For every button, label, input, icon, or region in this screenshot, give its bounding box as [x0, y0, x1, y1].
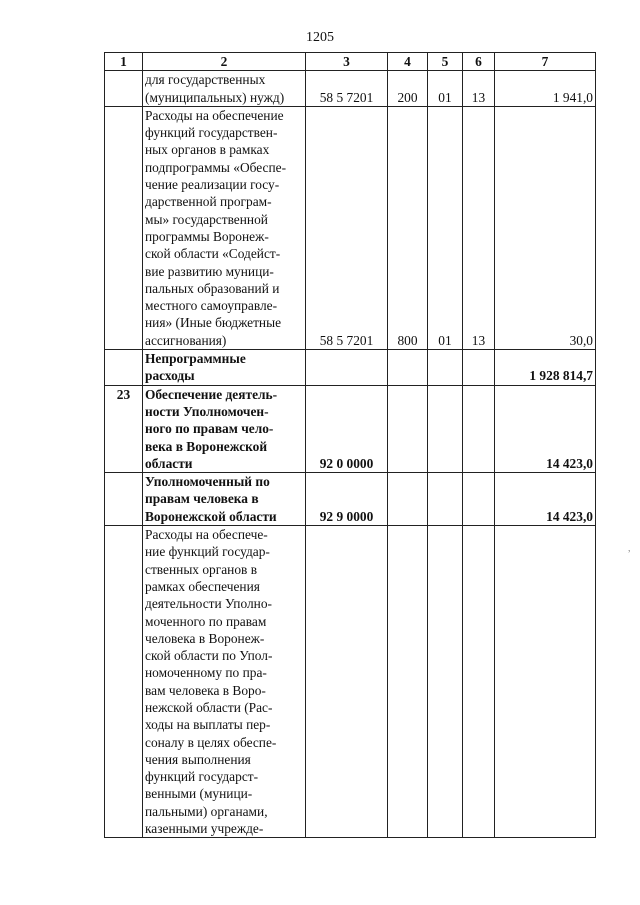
row-col5 [428, 385, 463, 472]
description-line: нежской области (Рас- [145, 699, 273, 715]
row-code: 58 5 7201 [306, 71, 388, 107]
row-col4 [388, 350, 428, 386]
table-row [105, 473, 596, 526]
row-col5: 01 [428, 71, 463, 107]
row-col4: 800 [388, 106, 428, 349]
description-line: венными (муници- [145, 786, 253, 802]
row-number [105, 71, 143, 107]
table-row [105, 71, 596, 107]
description-line: ности Уполномочен- [145, 403, 269, 419]
row-number [105, 526, 143, 838]
row-number: 23 [105, 385, 143, 472]
row-number [105, 473, 143, 526]
row-description [143, 473, 306, 526]
header-col-2: 2 [143, 53, 306, 71]
description-line: ние функций государ- [145, 544, 270, 560]
row-col6 [463, 350, 495, 386]
description-line: пальными) органами, [145, 803, 268, 819]
description-line: Уполномоченный по [145, 474, 270, 490]
description-line: ходы на выплаты пер- [145, 717, 271, 733]
description-line: Непрограммные [145, 351, 246, 367]
header-col-4: 4 [388, 53, 428, 71]
description-line: ния» (Иные бюджетные [145, 315, 282, 331]
header-col-7: 7 [495, 53, 596, 71]
row-col4 [388, 385, 428, 472]
description-line: вам человека в Воро- [145, 682, 266, 698]
description-line: ской области по Упол- [145, 648, 273, 664]
description-line: соналу в целях обеспе- [145, 734, 277, 750]
page-number: 1205 [306, 30, 334, 45]
row-amount: 14 423,0 [495, 385, 596, 472]
row-description [143, 350, 306, 386]
header-col-6: 6 [463, 53, 495, 71]
description-line: ской области «Содейст- [145, 246, 281, 262]
description-line: программы Воронеж- [145, 228, 269, 244]
row-code [306, 350, 388, 386]
description-line: человека в Воронеж- [145, 630, 265, 646]
row-description [143, 71, 306, 107]
row-amount [495, 526, 596, 838]
description-line: ственных органов в [145, 561, 258, 577]
description-line: (муниципальных) нужд) [145, 89, 285, 105]
row-code: 92 9 0000 [306, 473, 388, 526]
row-col4 [388, 473, 428, 526]
description-line: казенными учрежде- [145, 821, 264, 837]
row-amount: 30,0 [495, 106, 596, 349]
row-col6 [463, 473, 495, 526]
description-line: местного самоуправле- [145, 298, 278, 314]
row-col6: 13 [463, 106, 495, 349]
description-line: пальных образований и [145, 280, 280, 296]
description-line: деятельности Уполно- [145, 596, 272, 612]
table-row [105, 350, 596, 386]
description-line: моченного по правам [145, 613, 267, 629]
budget-table [104, 52, 596, 838]
row-col6 [463, 385, 495, 472]
description-line: номоченному по пра- [145, 665, 267, 681]
row-number [105, 106, 143, 349]
row-code [306, 526, 388, 838]
row-col4: 200 [388, 71, 428, 107]
description-line: ного по правам чело- [145, 421, 274, 437]
description-line: области [145, 455, 193, 471]
row-col5 [428, 526, 463, 838]
row-col5 [428, 350, 463, 386]
row-code: 92 0 0000 [306, 385, 388, 472]
description-line: функций государствен- [145, 125, 278, 141]
table-row [105, 106, 596, 349]
description-line: Обеспечение деятель- [145, 386, 278, 402]
row-amount: 14 423,0 [495, 473, 596, 526]
row-amount: 1 941,0 [495, 71, 596, 107]
description-line: ассигнования) [145, 332, 227, 348]
description-line: Расходы на обеспечение [145, 107, 284, 123]
row-col5: 01 [428, 106, 463, 349]
header-col-1: 1 [105, 53, 143, 71]
header-col-5: 5 [428, 53, 463, 71]
description-line: дарственной програм- [145, 194, 272, 210]
description-line: рамках обеспечения [145, 578, 260, 594]
table-row [105, 385, 596, 472]
row-col5 [428, 473, 463, 526]
description-line: функций государст- [145, 769, 259, 785]
header-row [105, 53, 596, 71]
description-line: чение реализации госу- [145, 177, 280, 193]
row-col6: 13 [463, 71, 495, 107]
description-line: мы» государственной [145, 211, 268, 227]
table-row [105, 526, 596, 838]
row-description [143, 526, 306, 838]
row-col4 [388, 526, 428, 838]
row-number [105, 350, 143, 386]
description-line: вие развитию муници- [145, 263, 274, 279]
row-col6 [463, 526, 495, 838]
description-line: века в Воронежской [145, 438, 268, 454]
row-description [143, 385, 306, 472]
row-description [143, 106, 306, 349]
margin-mark: , [628, 543, 631, 554]
description-line: подпрограммы «Обеспе- [145, 159, 287, 175]
header-col-3: 3 [306, 53, 388, 71]
description-line: чения выполнения [145, 751, 251, 767]
description-line: ных органов в рамках [145, 142, 270, 158]
description-line: расходы [145, 368, 195, 384]
row-amount: 1 928 814,7 [495, 350, 596, 386]
description-line: Воронежской области [145, 508, 277, 524]
description-line: правам человека в [145, 491, 259, 507]
description-line: для государственных [145, 72, 266, 88]
row-code: 58 5 7201 [306, 106, 388, 349]
description-line: Расходы на обеспече- [145, 527, 268, 543]
